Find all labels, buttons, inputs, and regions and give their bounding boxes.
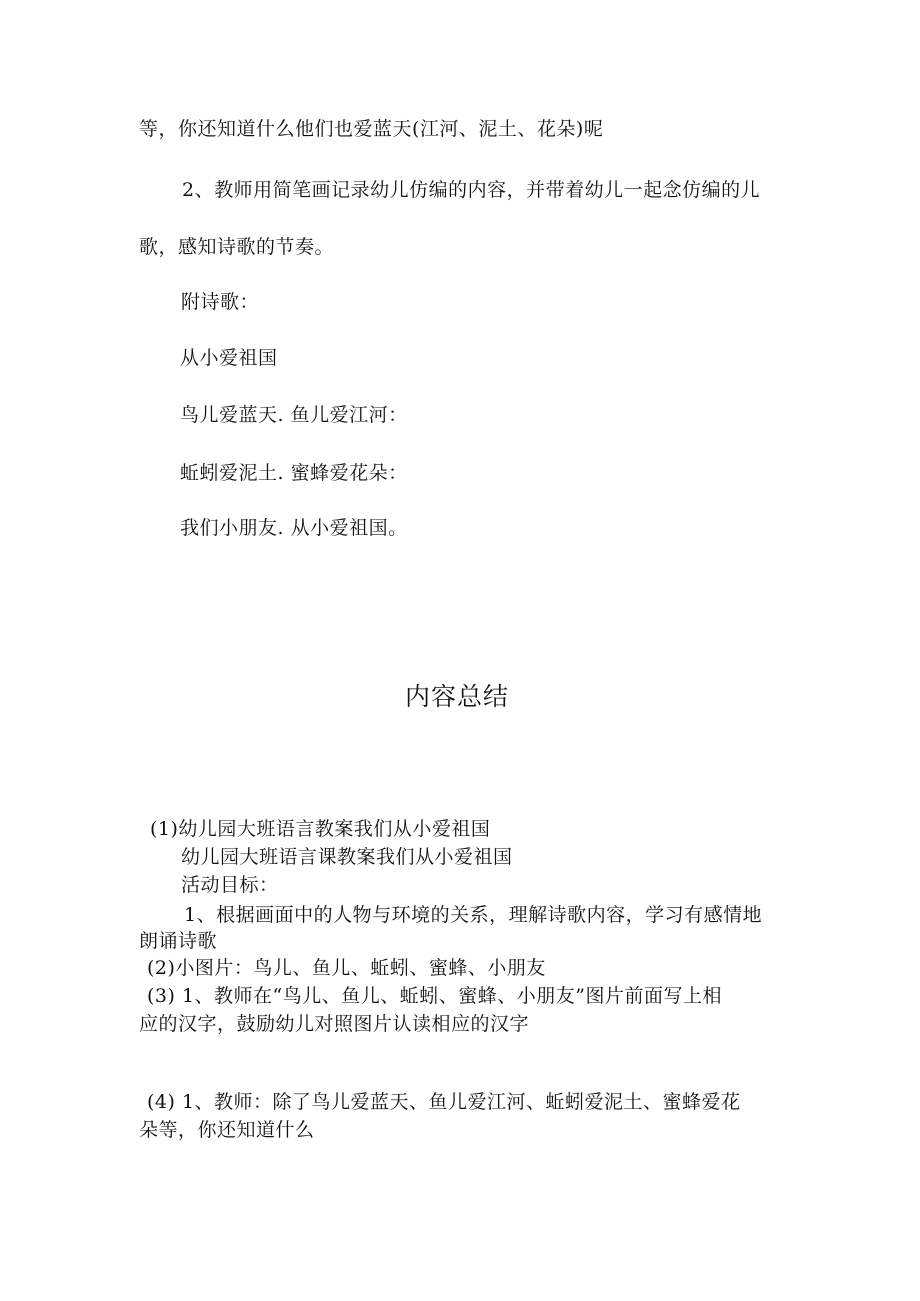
summary-line: 幼儿园大班语言课教案我们从小爱祖国 bbox=[181, 846, 513, 868]
paragraph-line: 附诗歌： bbox=[181, 291, 260, 313]
summary-line: 朗诵诗歌 bbox=[139, 930, 218, 952]
summary-line: (3) 1、教师在“鸟儿、鱼儿、蚯蚓、蜜蜂、小朋友”图片前面写上相 bbox=[147, 985, 722, 1007]
poem-line: 我们小朋友. 从小爱祖国。 bbox=[180, 517, 408, 539]
summary-line: 朵等，你还知道什么 bbox=[139, 1119, 315, 1141]
summary-line: 应的汉字，鼓励幼儿对照图片认读相应的汉字 bbox=[139, 1013, 530, 1035]
summary-line: (4) 1、教师：除了鸟儿爱蓝天、鱼儿爱江河、蚯蚓爱泥土、蜜蜂爱花 bbox=[147, 1091, 741, 1113]
paragraph-line: 2、教师用简笔画记录幼儿仿编的内容，并带着幼儿一起念仿编的儿 bbox=[182, 179, 761, 201]
poem-line: 鸟儿爱蓝天. 鱼儿爱江河： bbox=[180, 404, 408, 426]
summary-line: 活动目标： bbox=[181, 874, 279, 896]
summary-line: (1)幼儿园大班语言教案我们从小爱祖国 bbox=[150, 818, 491, 840]
paragraph-line: 等，你还知道什么他们也爱蓝天(江河、泥土、花朵)呢 bbox=[139, 118, 604, 140]
summary-line: (2)小图片：鸟儿、鱼儿、蚯蚓、蜜蜂、小朋友 bbox=[147, 957, 546, 979]
poem-line: 蚯蚓爱泥土. 蜜蜂爱花朵： bbox=[180, 462, 408, 484]
section-heading: 内容总结 bbox=[405, 682, 510, 711]
paragraph-line: 歌，感知诗歌的节奏。 bbox=[139, 236, 335, 258]
poem-title: 从小爱祖国 bbox=[180, 347, 278, 369]
summary-line: 1、根据画面中的人物与环境的关系，理解诗歌内容，学习有感情地 bbox=[184, 904, 763, 926]
